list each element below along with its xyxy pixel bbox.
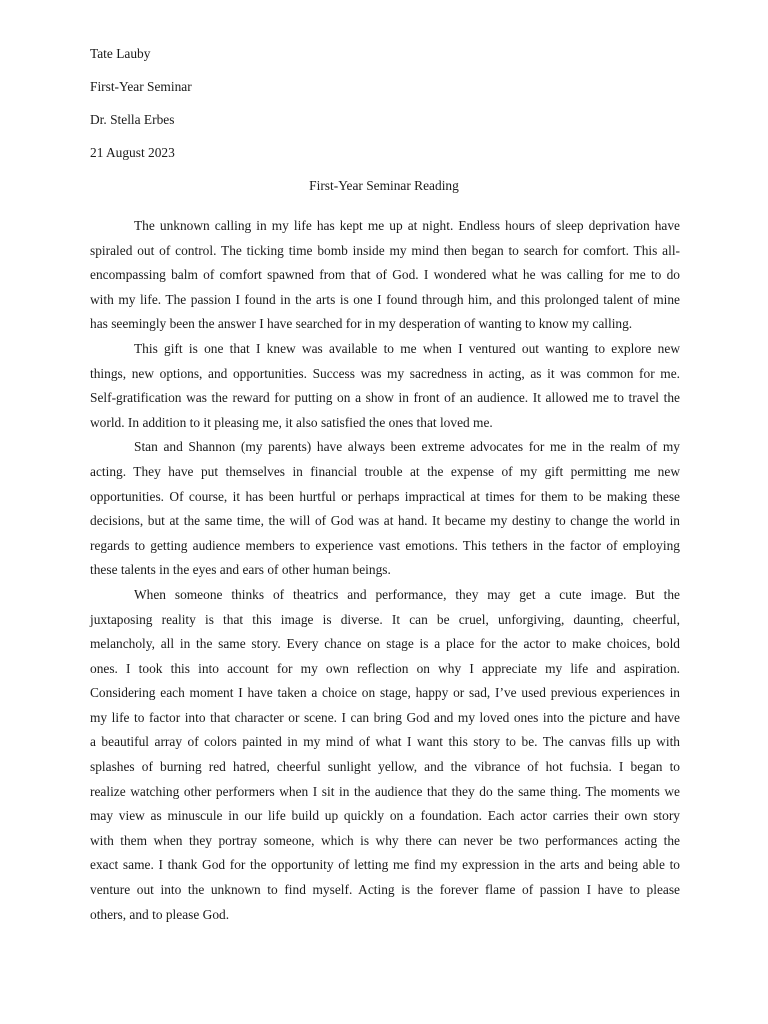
paragraph-line: spiraled out of control. The ticking time bomb inside my mind then began to search for comfort. This all-: [90, 242, 680, 258]
paragraph-line: juxtaposing reality is that this image is diverse. It can be cruel, unforgiving, daunting, cheerful,: [90, 611, 680, 627]
paragraph-line: ones. I took this into account for my own reflection on why I appreciate my life and aspiration.: [90, 660, 680, 676]
paragraph-line: things, new options, and opportunities. Success was my sacredness in acting, as it was common for me.: [90, 365, 680, 381]
paragraph-line: others, and to please God.: [90, 906, 230, 922]
paragraph-line: acting. They have put themselves in financial trouble at the expense of my gift permitting me new: [90, 463, 680, 479]
paragraph-line: my life to factor into that character or scene. I can bring God and my loved ones into the picture and have: [90, 709, 680, 725]
paragraph-line: exact same. I thank God for the opportunity of letting me find my expression in the arts and being able to: [90, 857, 680, 873]
paragraph: [90, 583, 680, 927]
paragraph-line: a beautiful array of colors painted in my mind of what I want this story to be. The canvas fills up with: [90, 734, 680, 750]
paragraph-line: When someone thinks of theatrics and performance, they may get a cute image. But the: [134, 586, 680, 602]
paragraph-line: with my life. The passion I found in the arts is one I found through him, and this prolonged talent of mine: [90, 291, 680, 307]
paragraph-line: decisions, but at the same time, the will of God was at hand. It became my destiny to change the world in: [90, 513, 680, 529]
document-date: 21 August 2023: [90, 145, 175, 160]
paragraph-line: may view as minuscule in our life build up quickly on a foundation. Each actor carries their own story: [90, 808, 680, 824]
paragraph-line: Stan and Shannon (my parents) have always been extreme advocates for me in the realm of my: [134, 439, 680, 455]
paragraph: [90, 214, 680, 337]
paragraph-line: has seemingly been the answer I have searched for in my desperation of wanting to know my calling.: [90, 316, 633, 332]
paragraph-line: venture out into the unknown to find myself. Acting is the forever flame of passion I have to please: [90, 882, 680, 898]
paragraph: [90, 337, 680, 435]
paragraph-line: with them when they portray someone, which is why there can never be two performances acting the: [90, 832, 680, 848]
paragraph-line: Considering each moment I have taken a choice on stage, happy or sad, I’ve used previous experiences in: [90, 685, 680, 701]
paragraph-line: The unknown calling in my life has kept me up at night. Endless hours of sleep deprivation have: [134, 218, 680, 233]
paragraph-line: world. In addition to it pleasing me, it also satisfied the ones that loved me.: [90, 414, 493, 430]
paragraph-line: these talents in the eyes and ears of other human beings.: [90, 562, 391, 578]
paragraph-line: realize watching other performers when I sit in the audience that they do the same thing. The moments we: [90, 783, 680, 799]
paragraph-line: regards to getting audience members to experience vast emotions. This tethers in the factor of employing: [90, 537, 680, 553]
paragraph-line: This gift is one that I knew was available to me when I ventured out wanting to explore new: [134, 340, 680, 356]
paragraph: [90, 435, 680, 583]
paragraph-line: splashes of burning red hatred, cheerful sunlight yellow, and the vibrance of hot fuchsia. I began to: [90, 759, 680, 775]
document-body: [90, 214, 680, 927]
author-name: Tate Lauby: [90, 46, 151, 61]
document-title: First-Year Seminar Reading: [309, 178, 459, 193]
paragraph-line: opportunities. Of course, it has been hurtful or perhaps impractical at times for them to be making these: [90, 488, 680, 504]
paragraph-line: melancholy, all in the same story. Every chance on stage is a place for the actor to make choices, bold: [90, 636, 680, 652]
instructor-name: Dr. Stella Erbes: [90, 112, 175, 127]
course-name: First-Year Seminar: [90, 79, 192, 94]
paragraph-line: Self-gratification was the reward for putting on a show in front of an audience. It allowed me to travel the: [90, 390, 680, 406]
paragraph-line: encompassing balm of comfort spawned from that of God. I wondered what he was calling for me to do: [90, 267, 680, 283]
